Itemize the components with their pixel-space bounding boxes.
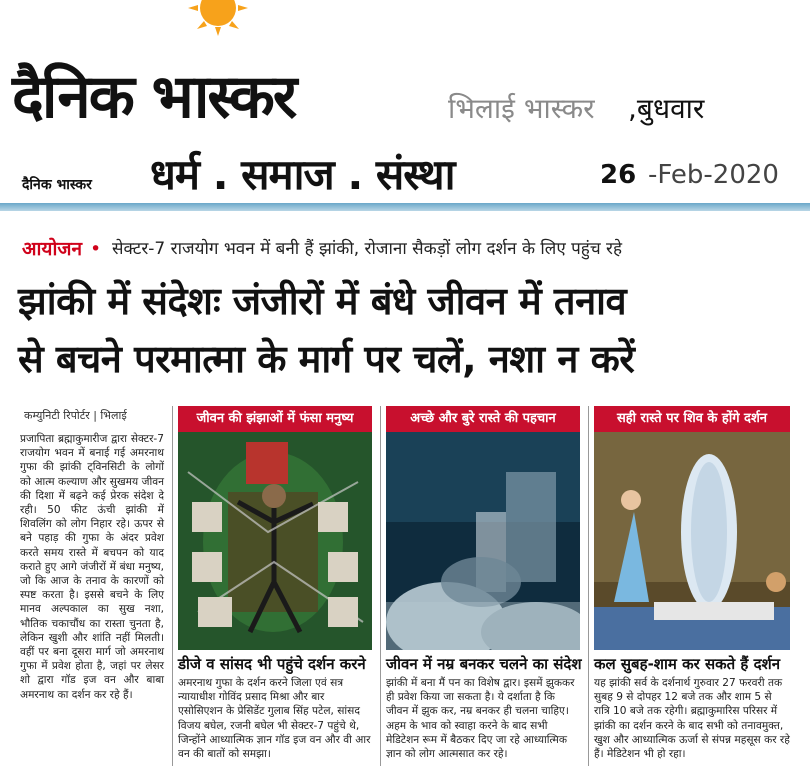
date-day: 26	[600, 160, 637, 190]
newspaper-brand: दैनिक भास्कर	[12, 62, 296, 132]
headline	[18, 272, 798, 388]
headline-line-2: से बचने परमात्मा के मार्ग पर चलें, नशा न करें	[18, 337, 635, 381]
photo-caption: सही रास्ते पर शिव के होंगे दर्शन	[594, 406, 790, 432]
photo-subhead: कल सुबह-शाम कर सकते हैं दर्शन	[594, 655, 781, 673]
article-body: प्रजापिता ब्रह्माकुमारीज द्वारा सेक्टर-7 राजयोग भवन में बनाई गई अमरनाथ गुफा की झांकी ट्विनसिटी के लोगों को आत्म कल्याण और सुखमय जीवन की दिशा में बढ़ने कई प्रेरक संदेश दे रही। 50 फीट ऊंची झांकी में शिवलिंग को लोग निहार रहे। ऊपर से बने पहाड़ की गुफा के अंदर प्रवेश करते समय रास्ते में बचपन को याद कराते हुए आगे जंजीरों में बंधा मनुष्य, जो कि आज के तनाव के कारणों को स्पष्ट करता है। इससे बचने के लिए मानव अल्पकाल का सुख नशा, भौतिक चकाचौंध का रास्ता चुनता है, लेकिन खुशी और शांति नहीं मिलती। वहीं पर बना दूसरा मार्ग जो अमरनाथ गुफा में प्रवेश होता है, जहां पर लेसर शो द्वारा गॉड इज वन और बाबा अमरनाथ का दर्शन कर रहे हैं।	[20, 433, 164, 701]
photo-subhead: डीजे व सांसद भी पहुंचे दर्शन करने	[178, 655, 366, 673]
photo-shivling	[594, 432, 790, 650]
photo-block-3	[594, 406, 790, 761]
kicker-label: आयोजन	[22, 238, 83, 260]
column-divider	[588, 406, 589, 766]
photo-text: यह झांकी सर्व के दर्शनार्थ गुरुवार 27 फरवरी तक सुबह 9 से दोपहर 12 बजे तक और शाम 5 से रात्रि 10 बजे तक रहेगी। ब्रह्माकुमारिस परिसर में झांकी का दर्शन करने के बाद सभी को तनावमुक्त, खुश और आध्यात्मिक ऊर्जा से संपन्न महसूस कर रहे हैं। मेडिटेशन भी हो रहा।	[594, 677, 790, 761]
photo-subhead: जीवन में नम्र बनकर चलने का संदेश	[386, 655, 582, 673]
photo-cave-path	[386, 432, 580, 650]
date-month: Feb-2020	[657, 160, 779, 190]
masthead-rule	[0, 203, 810, 211]
kicker-bullet: •	[90, 238, 102, 260]
date-month-year	[648, 160, 779, 190]
column-divider	[380, 406, 381, 766]
photo-caption: अच्छे और बुरे रास्ते की पहचान	[386, 406, 580, 432]
sun-logo-icon	[186, 0, 250, 40]
section-title: धर्म . समाज . संस्था	[150, 150, 455, 199]
photo-block-2	[386, 406, 580, 761]
photo-text: झांकी में बना मैं पन का विशेष द्वार। इसमें झुककर ही प्रवेश किया जा सकता है। ये दर्शाता है कि जीवन में झुक कर, नम्र बनकर ही चलना चाहिए। अहम के भाव को स्वाहा करने के बाद सभी मेडिटेशन रूम में बैठकर दिए जा रहे आध्यात्मिक ज्ञान को लोग आत्मसात कर रहे।	[386, 677, 575, 761]
date-separator: -	[648, 160, 658, 190]
small-brand: दैनिक भास्कर	[22, 177, 92, 193]
weekday: ,बुधवार	[628, 92, 705, 125]
edition-name: भिलाई भास्कर	[448, 92, 595, 125]
column-divider	[172, 406, 173, 766]
photo-caption: जीवन की झंझाओं में फंसा मनुष्य	[178, 406, 372, 432]
photo-chained-man	[178, 432, 372, 650]
photo-block-1	[178, 406, 372, 761]
photo-text: अमरनाथ गुफा के दर्शन करने जिला एवं सत्र न्यायाधीश गोविंद प्रसाद मिश्रा और बार एसोसिएशन के प्रेसिडेंट गुलाब सिंह पटेल, सांसद विजय बघेल, रजनी बघेल भी सेक्टर-7 पहुंचे थे, जिन्होंने आध्यात्मिक ज्ञान गॉड इज वन और वी आर वन की बातों को समझा।	[178, 677, 371, 761]
headline-line-1: झांकी में संदेशः जंजीरों में बंधे जीवन में तनाव	[18, 279, 627, 323]
kicker-text: सेक्टर-7 राजयोग भवन में बनी हैं झांकी, रोजाना सैकड़ों लोग दर्शन के लिए पहुंच रहे	[112, 239, 623, 259]
byline: कम्युनिटी रिपोर्टर | भिलाई	[24, 409, 127, 422]
